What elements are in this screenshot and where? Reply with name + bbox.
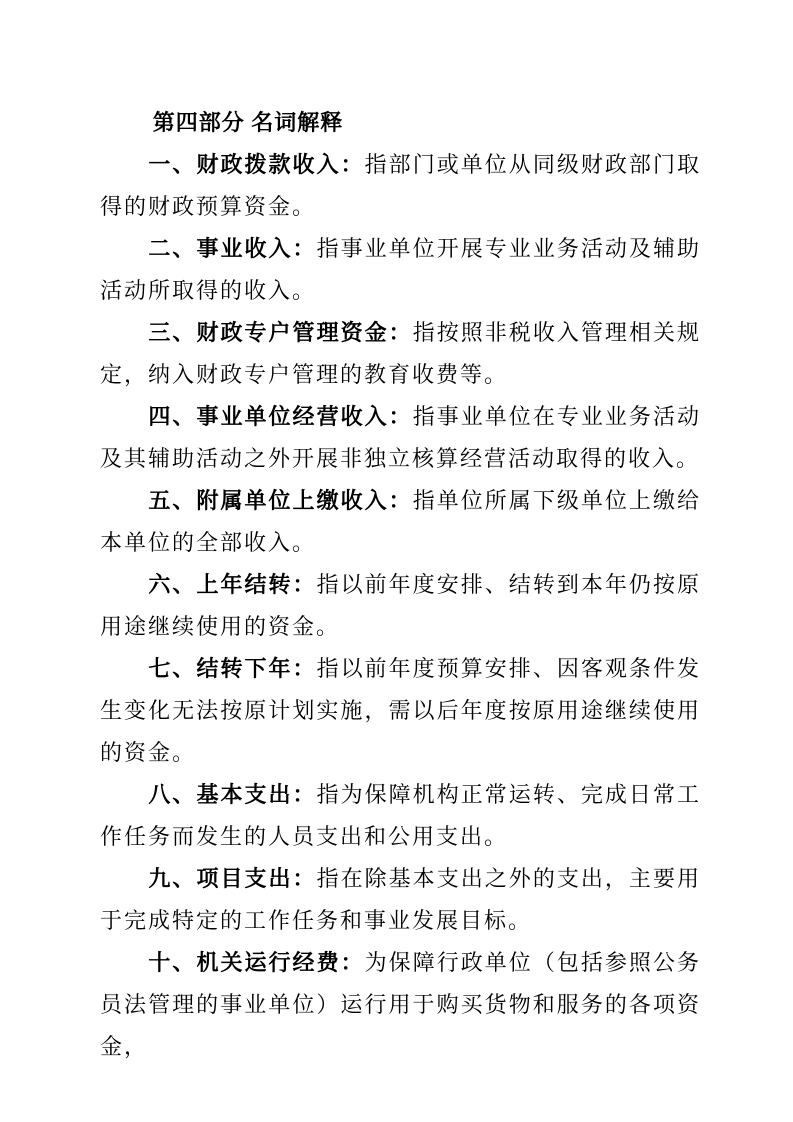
term-paragraph	[100, 396, 701, 480]
term-paragraph	[100, 228, 701, 312]
term-definition: 指单位所属下级单位上缴给本单位的全部收入。	[100, 488, 701, 555]
term-name: 七、结转下年：	[148, 656, 317, 681]
term-paragraph	[100, 480, 701, 564]
term-name: 五、附属单位上缴收入：	[148, 488, 413, 513]
term-name: 十、机关运行经费：	[148, 950, 365, 975]
term-name: 九、项目支出：	[148, 866, 317, 891]
term-name: 四、事业单位经营收入：	[148, 404, 413, 429]
section-heading: 第四部分 名词解释	[152, 110, 344, 135]
term-paragraph	[100, 942, 701, 1068]
term-definition: 指以前年度预算安排、因客观条件发生变化无法按原计划实施，需以后年度按原用途继续使用的资金。	[100, 656, 701, 765]
term-definition: 指部门或单位从同级财政部门取得的财政预算资金。	[100, 152, 701, 219]
term-definition: 指按照非税收入管理相关规定，纳入财政专户管理的教育收费等。	[100, 320, 701, 387]
term-name: 六、上年结转：	[148, 572, 317, 597]
term-definition: 指为保障机构正常运转、完成日常工作任务而发生的人员支出和公用支出。	[100, 782, 701, 849]
term-definition: 指在除基本支出之外的支出，主要用于完成特定的工作任务和事业发展目标。	[100, 866, 701, 933]
term-paragraph	[100, 774, 701, 858]
term-definition: 指事业单位开展专业业务活动及辅助活动所取得的收入。	[100, 236, 701, 303]
term-paragraph	[100, 858, 701, 942]
term-definition: 指事业单位在专业业务活动及其辅助活动之外开展非独立核算经营活动取得的收入。	[100, 404, 701, 471]
term-paragraph	[100, 648, 701, 774]
term-paragraph	[100, 564, 701, 648]
term-paragraph	[100, 312, 701, 396]
term-paragraph	[100, 144, 701, 228]
term-definition: 为保障行政单位（包括参照公务员法管理的事业单位）运行用于购买货物和服务的各项资金，	[100, 950, 701, 1059]
term-definition: 指以前年度安排、结转到本年仍按原用途继续使用的资金。	[100, 572, 701, 639]
term-name: 三、财政专户管理资金：	[148, 320, 413, 345]
term-name: 八、基本支出：	[148, 782, 317, 807]
term-name: 二、事业收入：	[148, 236, 317, 261]
term-name: 一、财政拨款收入：	[148, 152, 365, 177]
